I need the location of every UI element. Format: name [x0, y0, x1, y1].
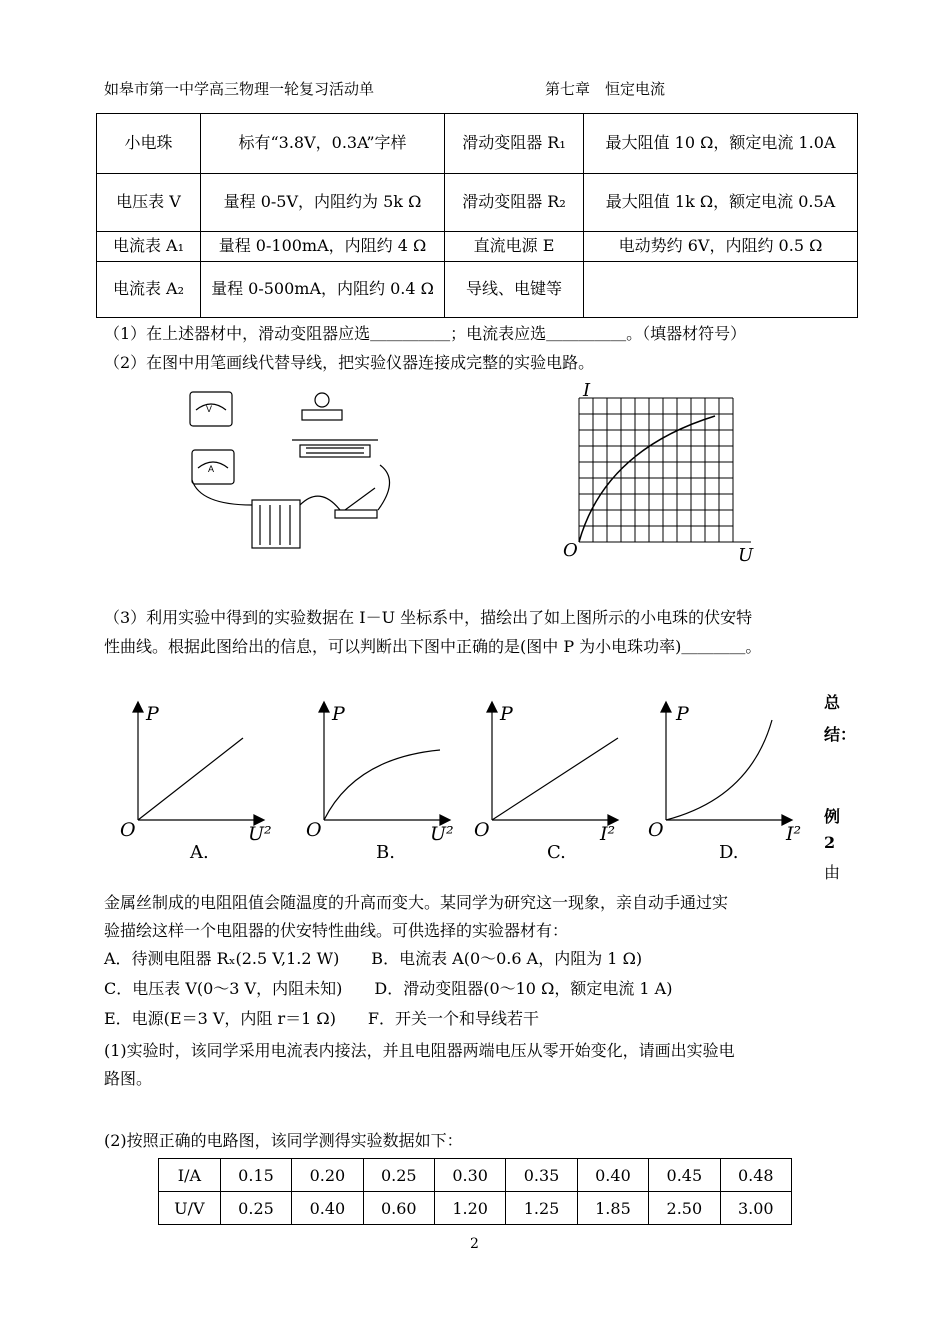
data-cell: 0.30 — [434, 1159, 505, 1192]
option-d-o: O — [648, 819, 664, 841]
summary-char-1: 总 — [824, 693, 841, 712]
data-cell: 0.40 — [577, 1159, 648, 1192]
option-a-label: A. — [190, 842, 209, 863]
eq-cell: 最大阻值 10 Ω，额定电流 1.0A — [584, 114, 858, 174]
data-cell: 1.85 — [577, 1192, 648, 1225]
battery-icon — [252, 500, 300, 548]
data-label: U/V — [159, 1192, 221, 1225]
option-a-x: U² — [248, 823, 272, 845]
rheostat-icon — [300, 445, 370, 457]
option-b-curve — [324, 750, 440, 820]
eq-cell: 电压表 V — [97, 174, 201, 232]
eq-cell: 导线、电键等 — [445, 262, 584, 318]
data-table — [158, 1158, 792, 1225]
data-cell: 0.40 — [292, 1192, 363, 1225]
question-2: （2）在图中用笔画线代替导线，把实验仪器连接成完整的实验电路。 — [104, 353, 595, 372]
summary-char-2: 结： — [824, 725, 857, 744]
lamp-icon — [315, 393, 329, 407]
eq-cell: 量程 0-500mA，内阻约 0.4 Ω — [201, 262, 445, 318]
data-cell: 0.45 — [649, 1159, 720, 1192]
data-cell: 0.15 — [220, 1159, 291, 1192]
option-d-x: I² — [786, 823, 802, 845]
svg-text:A: A — [208, 464, 215, 474]
data-cell: 0.20 — [292, 1159, 363, 1192]
data-cell: 0.60 — [363, 1192, 434, 1225]
example-char-2: 2 — [824, 833, 836, 852]
data-label: I/A — [159, 1159, 221, 1192]
example-line: (1)实验时，该同学采用电流表内接法，并且电阻器两端电压从零开始变化，请画出实验电 — [104, 1041, 735, 1060]
header-left: 如皋市第一中学高三物理一轮复习活动单 — [104, 80, 375, 98]
apparatus-figure — [180, 380, 420, 555]
iu-curve — [579, 416, 715, 542]
iu-y-label: I — [583, 380, 591, 401]
iu-x-label: U — [738, 545, 754, 566]
example-line: 验描绘这样一个电阻器的伏安特性曲线。可供选择的实验器材有： — [104, 921, 569, 940]
option-b-y: P — [332, 703, 345, 725]
eq-cell: 小电珠 — [97, 114, 201, 174]
data-cell: 2.50 — [649, 1192, 720, 1225]
option-b-label: B. — [376, 842, 395, 863]
eq-cell: 电流表 A₁ — [97, 232, 201, 262]
data-cell: 1.20 — [434, 1192, 505, 1225]
data-cell: 3.00 — [720, 1192, 791, 1225]
iu-origin: O — [563, 540, 578, 561]
example-char-3: 由 — [824, 863, 841, 882]
option-c-y: P — [500, 703, 513, 725]
example-line: (2)按照正确的电路图，该同学测得实验数据如下： — [104, 1131, 463, 1150]
option-line: C．电压表 V(0～3 V，内阻未知) D．滑动变阻器(0～10 Ω，额定电流 1 A) — [104, 979, 673, 998]
page-number: 2 — [470, 1236, 479, 1252]
example-line: 路图。 — [104, 1069, 153, 1088]
option-line: A．待测电阻器 Rₓ(2.5 V,1.2 W) B．电流表 A(0～0.6 A，内阻为 1 Ω) — [104, 949, 643, 968]
question-3-line2: 性曲线。根据此图给出的信息，可以判断出下图中正确的是(图中 P 为小电珠功率)＿＿＿＿。 — [104, 637, 762, 656]
option-c-label: C. — [547, 842, 566, 863]
option-a-curve — [138, 738, 243, 820]
eq-cell: 最大阻值 1k Ω，额定电流 0.5A — [584, 174, 858, 232]
eq-cell: 直流电源 E — [445, 232, 584, 262]
eq-cell: 量程 0-5V，内阻约为 5k Ω — [201, 174, 445, 232]
question-1: （1）在上述器材中，滑动变阻器应选＿＿＿＿＿；电流表应选＿＿＿＿＿。（填器材符号） — [104, 324, 747, 343]
example-char-1: 例 — [824, 807, 841, 826]
option-b-x: U² — [430, 823, 454, 845]
data-cell: 0.25 — [363, 1159, 434, 1192]
data-cell: 0.25 — [220, 1192, 291, 1225]
iu-graph — [555, 380, 765, 570]
equipment-table — [96, 113, 858, 318]
header-right: 第七章 恒定电流 — [545, 80, 666, 98]
option-graphs — [110, 698, 810, 848]
eq-cell: 滑动变阻器 R₂ — [445, 174, 584, 232]
option-a-y: P — [146, 703, 159, 725]
data-cell: 0.35 — [506, 1159, 577, 1192]
eq-cell: 量程 0-100mA，内阻约 4 Ω — [201, 232, 445, 262]
svg-text:V: V — [206, 404, 213, 414]
option-b-o: O — [306, 819, 322, 841]
option-c-curve — [492, 738, 618, 820]
example-line: 金属丝制成的电阻阻值会随温度的升高而变大。某同学为研究这一现象，亲自动手通过实 — [104, 893, 729, 912]
eq-cell: 电流表 A₂ — [97, 262, 201, 318]
option-c-x: I² — [600, 823, 616, 845]
eq-cell: 滑动变阻器 R₁ — [445, 114, 584, 174]
option-a-o: O — [120, 819, 136, 841]
option-c-o: O — [474, 819, 490, 841]
option-line: E．电源(E＝3 V，内阻 r＝1 Ω) F．开关一个和导线若干 — [104, 1009, 540, 1028]
question-3-line1: （3）利用实验中得到的实验数据在 I－U 坐标系中，描绘出了如上图所示的小电珠的伏安特 — [104, 608, 753, 627]
eq-cell: 标有“3.8V，0.3A”字样 — [201, 114, 445, 174]
option-d-y: P — [676, 703, 689, 725]
eq-cell — [584, 262, 858, 318]
data-cell: 0.48 — [720, 1159, 791, 1192]
data-cell: 1.25 — [506, 1192, 577, 1225]
eq-cell: 电动势约 6V，内阻约 0.5 Ω — [584, 232, 858, 262]
option-d-curve — [666, 720, 772, 820]
switch-icon — [335, 510, 377, 518]
option-d-label: D. — [719, 842, 739, 863]
